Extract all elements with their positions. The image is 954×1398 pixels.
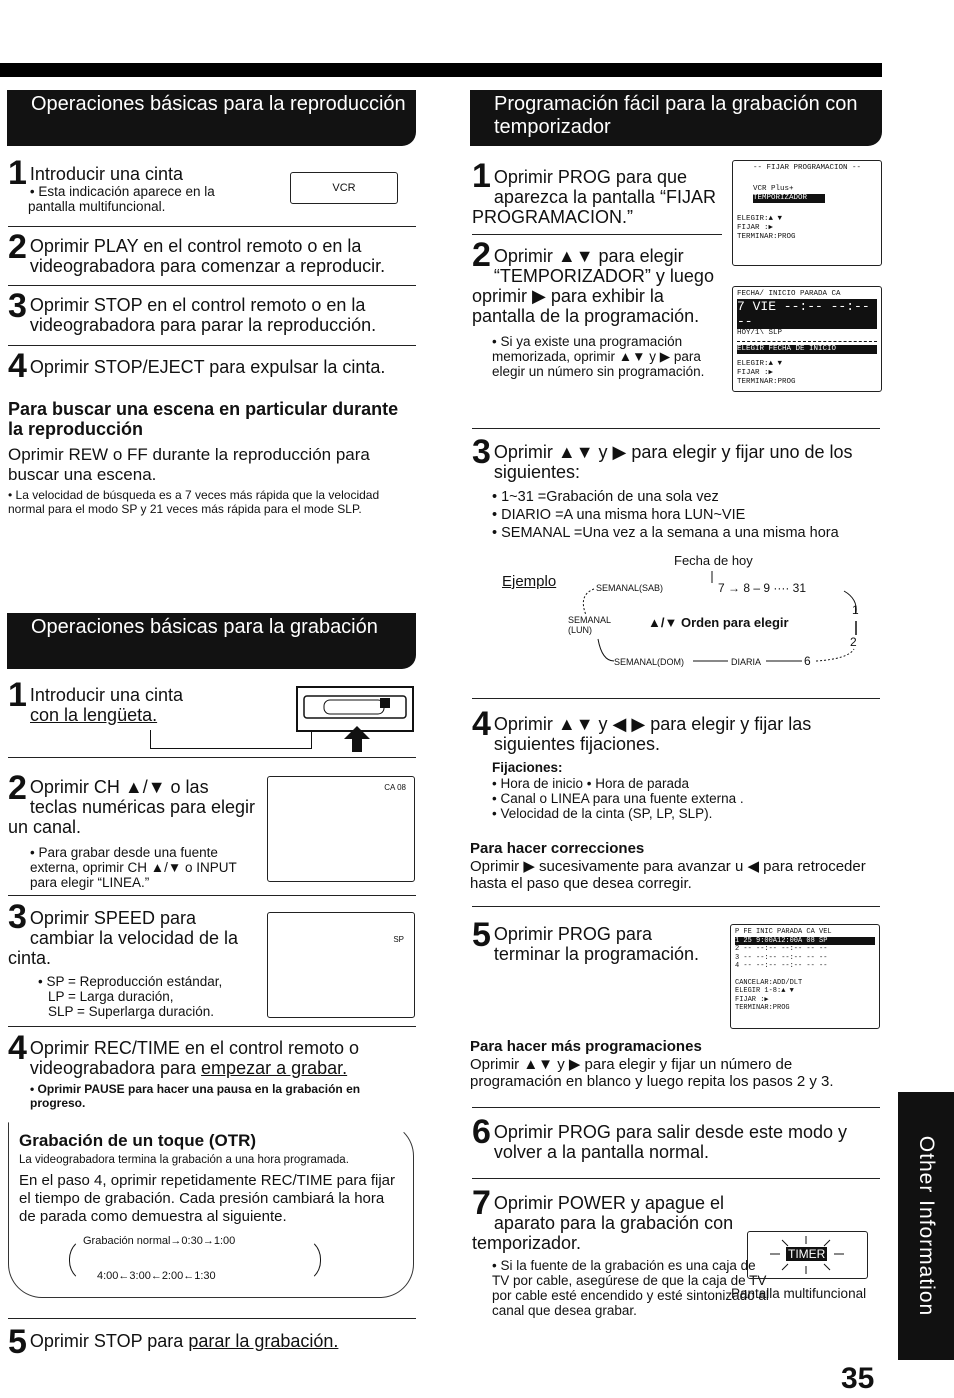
correcciones-text: Oprimir ▶ sucesivamente para avanzar u ◀ para retroceder hasta el paso que desea corregir.: [470, 858, 866, 892]
more-programs-heading: Para hacer más programaciones: [470, 1038, 702, 1055]
correcciones-heading: Para hacer correcciones: [470, 840, 645, 857]
timer-banner: Programación fácil para la grabación con temporizador: [470, 90, 882, 146]
divider: [8, 345, 416, 346]
otr-sub: La videograbadora termina la grabación a una hora programada.: [19, 1154, 349, 1166]
screen-fijar-programacion: -- FIJAR PROGRAMACION -- VCR Plus+ TEMPORIZADOR ELEGIR:▲ ▼ FIJAR :▶ TERMINAR:PROG: [732, 160, 882, 266]
screen-program-list: P FE INIC PARADA CA VEL 1 25 9:00A12:00A 08 SP 2 -- --:-- --:-- -- -- 3 -- --:-- --:-- -- -- 4 -- --:-- --:-- -- -- CANCELAR:ADD/DLT ELEGIR 1-8:▲ ▼ FIJAR :▶ TERMINAR:PROG: [730, 924, 880, 1029]
semanal-lun: SEMANAL (LUN): [568, 615, 611, 635]
divider: [472, 428, 880, 429]
divider: [472, 906, 880, 907]
semanal-dom: SEMANAL(DOM): [614, 657, 685, 667]
timer-step-7: 7 Oprimir POWER y apague el aparato para la grabación con temporizador.: [472, 1184, 734, 1253]
play-step-1: 1 Introducir una cinta • Esta indicación aparece en la pantalla multifuncional.: [8, 158, 288, 214]
divider: [472, 698, 880, 699]
divider: [8, 226, 416, 227]
timer-caption: Pantalla multifuncional: [731, 1286, 867, 1301]
divider: [472, 1107, 880, 1108]
timer-step-4: 4 Oprimir ▲▼ y ◀ ▶ para elegir y fijar las siguientes fijaciones.: [472, 705, 812, 754]
play-step-2: 2 Oprimir PLAY en el control remoto o en la videograbadora para comenzar a reproducir.: [8, 228, 386, 276]
timer-display: [747, 1231, 868, 1279]
playback-banner: Operaciones básicas para la reproducción: [7, 90, 416, 146]
day-one: 1: [852, 603, 859, 617]
otr-text: En el paso 4, oprimir repetidamente REC/TIME para fijar el tiempo de grabación. Cada presión cambiará la hora de parada como demuestra al siguiente.: [19, 1172, 395, 1225]
timer-step-2: 2 Oprimir ▲▼ para elegir “TEMPORIZADOR” y luego oprimir ▶ para exhibir la pantalla de la programación. • Si ya existe una programación memorizada, oprimir ▲▼ y ▶ para elegir un número sin programación.: [472, 240, 717, 379]
diario: DIARIA: [731, 657, 762, 667]
divider: [8, 895, 416, 896]
example-label: Ejemplo: [502, 573, 557, 590]
otr-heading: Grabación de un toque (OTR): [19, 1131, 257, 1150]
timer-step-7-note: • Si la fuente de la grabación es una caja de TV por cable, asegúrese de que la caja de TV por cable esté encendido y esté sintonizado al canal que desea grabar.: [492, 1258, 772, 1318]
search-heading: Para buscar una escena en particular durante la reproducción: [8, 399, 399, 439]
day-two: 2: [850, 635, 857, 649]
otr-cycle-bottom: 4:00←3:00←2:00←1:30: [97, 1270, 216, 1282]
top-rule: [0, 63, 882, 77]
rec-step-1: 1 Introducir una cinta con la lengüeta.: [8, 676, 184, 725]
rec-step-3: 3 Oprimir SPEED para cambiar la velocidad de la cinta. • SP = Reproducción estándar, LP = Larga duración, SLP = Superlarga duración.: [8, 902, 258, 1019]
speed-screen: SP: [267, 912, 415, 1018]
example-diagram: [498, 553, 878, 678]
otr-cycle-top: Grabación normal→0:30→1:00: [83, 1235, 236, 1247]
otr-box: [8, 1122, 414, 1298]
otr-cycle-arc: [69, 1237, 321, 1283]
rec-step-2: 2 Oprimir CH ▲/▼ o las teclas numéricas para elegir un canal. • Para grabar desde una fuente externa, oprimir CH ▲/▼ o INPUT para elegir “LINEA.”: [8, 773, 258, 890]
day-sequence: 7 → 8 – 9 ···· 31: [718, 581, 807, 595]
timer-step-6: 6 Oprimir PROG para salir desde este modo y volver a la pantalla normal.: [472, 1113, 848, 1162]
divider: [8, 285, 416, 286]
fijaciones-heading: Fijaciones:: [492, 760, 563, 775]
play-step-4: 4 Oprimir STOP/EJECT para expulsar la cinta.: [8, 347, 386, 385]
fijaciones-list: • Hora de inicio • Hora de parada • Canal o LINEA para una fuente externa . • Velocidad de la cinta (SP, LP, SLP).: [492, 776, 872, 821]
divider: [8, 757, 416, 758]
tab-pointer-line: [150, 730, 312, 749]
semanal-sab: SEMANAL(SAB): [596, 583, 664, 593]
side-tab: Other Information: [898, 1092, 954, 1360]
rec-step-5: 5 Oprimir STOP para parar la grabación.: [8, 1323, 339, 1361]
screen-programacion: FECHA/ INICIO PARADA CA 7 VIE --:-- --:-- -- HOY/1\ SLP ELEGIR FECHA DE INICIO ELEGIR:▲ ▼ FIJAR :▶ TERMINAR:PROG: [732, 286, 882, 392]
divider: [472, 1178, 880, 1179]
rec-step-4: 4 Oprimir REC/TIME en el control remoto o videograbadora para empezar a grabar. • Oprimir PAUSE para hacer una pausa en la grabación en progreso.: [8, 1033, 416, 1110]
page-number: 35: [841, 1362, 875, 1395]
search-note: • La velocidad de búsqueda es a 7 veces más rápida que la velocidad normal para el modo SP y 21 veces más rápida para el mode SLP.: [8, 488, 408, 516]
vcr-display: [290, 172, 398, 204]
timer-step-1: 1 Oprimir PROG para que aparezca la pantalla “FIJAR PROGRAMACION.”: [472, 157, 717, 227]
channel-screen: CA 08: [267, 776, 415, 882]
timer-display-text: TIMER: [788, 1247, 826, 1261]
day-six: 6: [804, 654, 811, 668]
timer-step-5: 5 Oprimir PROG para terminar la programación.: [472, 916, 700, 964]
search-text: Oprimir REW o FF durante la reproducción para buscar una escena.: [8, 445, 370, 484]
order-label: ▲/▼ Orden para elegir: [648, 615, 789, 630]
divider: [8, 1318, 416, 1319]
divider: [472, 234, 722, 235]
vcr-display-text: VCR: [332, 182, 356, 194]
play-step-3: 3 Oprimir STOP en el control remoto o en la videograbadora para parar la reproducción.: [8, 287, 377, 335]
today-label: Fecha de hoy: [674, 553, 753, 568]
divider: [8, 1026, 416, 1027]
timer-step-3: 3 Oprimir ▲▼ y ▶ para elegir y fijar uno de los siguientes: • 1~31 =Grabación de una sola vez • DIARIO =A una misma hora LUN~VIE • SEMANAL =Una vez a la semana a una misma hora: [472, 437, 882, 542]
more-programs-text: Oprimir ▲▼ y ▶ para elegir y fijar un número de programación en blanco y luego repita los pasos 2 y 3.: [470, 1056, 834, 1090]
record-banner: Operaciones básicas para la grabación: [7, 613, 416, 669]
arrow-up-icon: [344, 726, 370, 757]
